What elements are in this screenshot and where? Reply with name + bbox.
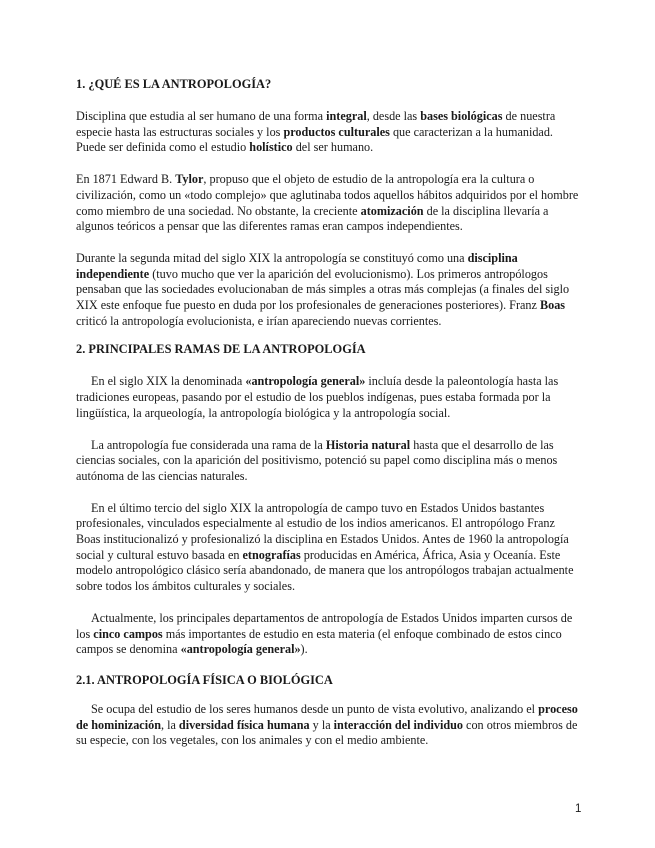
section-1-paragraph-2 (76, 172, 580, 235)
bold-term: holístico (249, 140, 293, 155)
bold-term: atomización (360, 203, 424, 218)
text-run: y la (309, 717, 334, 732)
text-run: Se ocupa del estudio de los seres humanos desde un punto de vista evolutivo, analizando el (91, 701, 539, 716)
text-run: En el último tercio del siglo XIX la antropología de campo tuvo en Estados Unidos bastantes profesionales, vinculados especialmente al estudio de los indios americanos. El antropólogo Franz Boas institucionalizó y profesionalizó la disciplina en Estados Unidos. Antes de 1960 la antropología social y cultural estuvo basada en (76, 500, 569, 562)
text-run: , propuso que el objeto de estudio de la antropología era la cultura o civilización, como un «todo complejo» que aglutinaba todos aquellos hábitos adquiridos por el hombre como miembro de una sociedad. No obstante, la creciente (76, 172, 579, 218)
text-run: , la (160, 717, 179, 732)
section-2-paragraph-4 (76, 611, 580, 658)
text-run: En el siglo XIX la denominada (91, 374, 246, 389)
bold-term: etnografías (242, 547, 301, 562)
bold-term: productos culturales (283, 124, 390, 139)
bold-term: bases biológicas (420, 109, 503, 123)
bold-term: Boas (539, 298, 566, 313)
section-2-paragraph-1 (76, 374, 580, 421)
bold-term: Tylor (175, 172, 204, 187)
bold-term: Historia natural (325, 437, 411, 452)
text-run: hasta que el desarrollo de las ciencias sociales, con la aparición del positivismo, potenció su papel como disciplina más o menos autónoma de las ciencias naturales. (76, 437, 558, 483)
text-run: Durante la segunda mitad del siglo XIX la antropología se constituyó como una (76, 250, 468, 265)
section-2-1-paragraph-1 (76, 702, 580, 749)
section-2-paragraph-3 (76, 501, 580, 595)
text-run: que caracterizan a la humanidad. Puede ser definida como el estudio (76, 124, 553, 155)
text-run: Actualmente, los principales departamentos de antropología de Estados Unidos imparten cursos de los (76, 610, 573, 641)
text-run: En 1871 Edward B. (76, 172, 176, 187)
section-2-paragraph-2 (76, 438, 580, 485)
text-run: con otros miembros de su especie, con los vegetales, con los animales y con el medio ambiente. (76, 717, 578, 748)
section-1-heading: 1. ¿QUÉ ES LA ANTROPOLOGÍA? (76, 77, 272, 91)
section-1-paragraph-3 (76, 251, 580, 330)
text-run: del ser humano. (292, 140, 374, 155)
section-2-heading: 2. PRINCIPALES RAMAS DE LA ANTROPOLOGÍA (76, 342, 366, 357)
page-number: 1 (575, 803, 582, 815)
text-run: de nuestra especie hasta las estructuras sociales y los (76, 109, 556, 139)
bold-term: proceso de hominización (76, 701, 578, 732)
text-run: Disciplina que estudia al ser humano de una forma (76, 109, 327, 123)
text-run: producidas en América, África, Asia y Oceanía. Este modelo antropológico clásico sería abandonado, de manera que los antropólogos trabajan actualmente sobre todos los ámbitos culturales y sociales. (76, 547, 574, 594)
text-run: , desde las (366, 109, 421, 123)
text-run: (tuvo mucho que ver la aparición del evolucionismo). Los primeros antropólogos pensaban que las sociedades evolucionaban de más simples a otras más complejas (a finales del siglo XIX este enfoque fue puesto en duda por los profesionales de generaciones posteriores). Franz (76, 266, 570, 313)
text-run: más importantes de estudio en esta materia (el enfoque combinado de estos cinco campos se denomina (76, 626, 562, 657)
bold-term: «antropología general» (180, 642, 301, 657)
page-content (76, 76, 580, 749)
text-run: incluía desde la paleontología hasta las tradiciones europeas, pasando por el estudio de los pueblos indígenas, pues estaba formada por la lingüística, la arqueología, la antropología biológica y la antropología social. (76, 374, 559, 420)
text-run: criticó la antropología evolucionista, e irían apareciendo nuevas corrientes. (76, 313, 442, 328)
bold-term: interacción del individuo (333, 717, 463, 732)
bold-term: integral (326, 109, 367, 123)
text-run: La antropología fue considerada una rama de la (91, 437, 326, 452)
text-run: de la disciplina llevaría a algunos teóricos a pensar que las diferentes ramas eran campos independientes. (76, 203, 549, 234)
bold-term: diversidad física humana (178, 717, 310, 732)
section-2-1-heading: 2.1. ANTROPOLOGÍA FÍSICA O BIOLÓGICA (76, 672, 333, 687)
text-run: ). (300, 642, 308, 657)
bold-term: disciplina independiente (76, 250, 518, 281)
bold-term: «antropología general» (245, 374, 366, 389)
bold-term: cinco campos (93, 626, 163, 641)
section-1-paragraph-1 (76, 109, 580, 156)
